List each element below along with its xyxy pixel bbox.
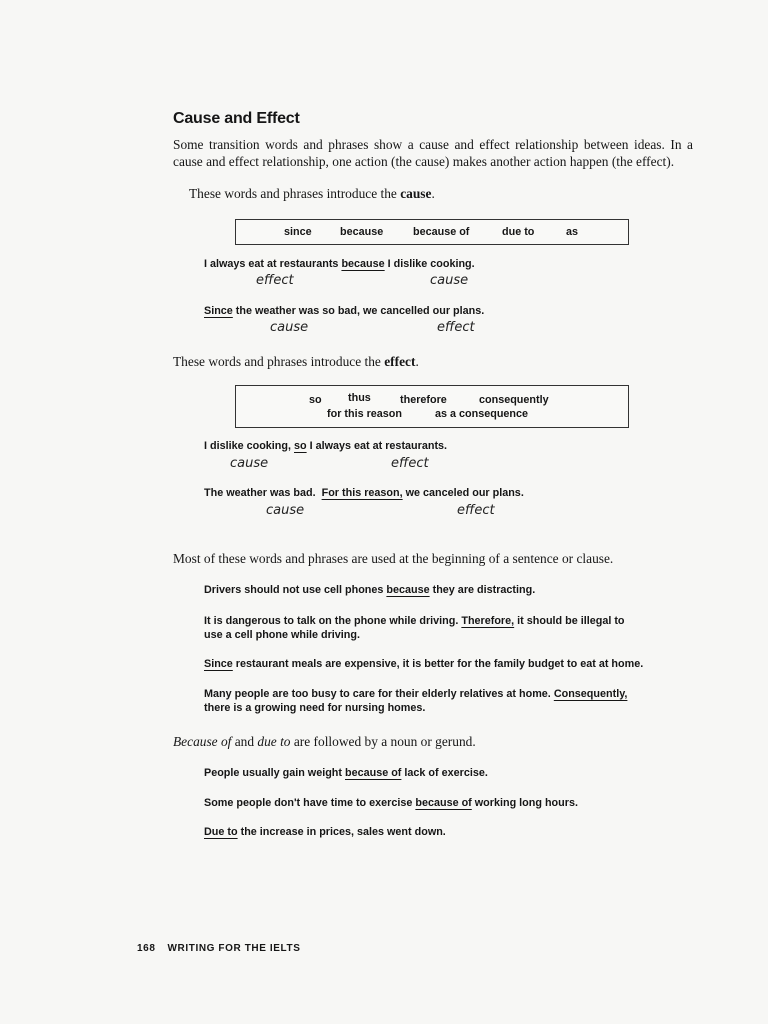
cause-intro bbox=[189, 186, 435, 202]
cause-label: cause bbox=[230, 456, 269, 471]
cause-word: since bbox=[284, 226, 312, 238]
example-text: I always eat at restaurants bbox=[204, 258, 342, 270]
intro-paragraph: Some transition words and phrases show a cause and effect relationship between ideas. In a cause and effect relationship, one action (the cause) makes another action happen (the effect). bbox=[173, 137, 693, 169]
position-example-2 bbox=[204, 614, 625, 642]
effect-word: therefore bbox=[400, 394, 447, 406]
example-marker: Due to bbox=[204, 826, 238, 838]
page-footer bbox=[137, 943, 300, 954]
example-marker: because bbox=[386, 584, 430, 596]
example-text: it should be illegal to bbox=[514, 615, 625, 627]
page-number: 168 bbox=[137, 943, 156, 954]
example-text: lack of exercise. bbox=[401, 767, 488, 779]
example-marker: Since bbox=[204, 658, 233, 670]
cause-word: due to bbox=[502, 226, 535, 238]
example-text: use a cell phone while driving. bbox=[204, 629, 360, 641]
noun-note-italic: due to bbox=[257, 734, 291, 749]
example-text: Some people don't have time to exercise bbox=[204, 797, 416, 809]
effect-word: as a consequence bbox=[435, 408, 529, 420]
example-marker: because of bbox=[415, 797, 472, 809]
example-text: I dislike cooking. bbox=[384, 258, 475, 270]
cause-word: because of bbox=[413, 226, 470, 238]
example-text: restaurant meals are expensive, it is better for the family budget to eat at home. bbox=[232, 658, 644, 670]
example-text: the increase in prices, sales went down. bbox=[237, 826, 446, 838]
effect-word: consequently bbox=[479, 394, 549, 406]
section-heading: Cause and Effect bbox=[173, 110, 300, 127]
example-text: I always eat at restaurants. bbox=[306, 440, 448, 452]
position-example-4 bbox=[204, 687, 627, 715]
noun-example-1 bbox=[204, 767, 488, 779]
example-text: they are distracting. bbox=[429, 584, 536, 596]
effect-intro-end: . bbox=[415, 354, 419, 369]
cause-intro-end: . bbox=[431, 186, 435, 201]
effect-word: so bbox=[309, 394, 322, 406]
position-example-3 bbox=[204, 658, 643, 670]
noun-example-2 bbox=[204, 797, 578, 809]
effect-intro-bold: effect bbox=[384, 354, 416, 369]
effect-word: thus bbox=[348, 392, 371, 404]
example-marker: so bbox=[294, 440, 307, 452]
example-marker: For this reason, bbox=[321, 487, 403, 499]
effect-example-1 bbox=[204, 440, 447, 452]
example-text: I dislike cooking, bbox=[204, 440, 294, 452]
example-text: we canceled our plans. bbox=[402, 487, 524, 499]
noun-note-text: are followed by a noun or gerund. bbox=[290, 734, 476, 749]
example-text: the weather was so bad, we cancelled our plans. bbox=[232, 305, 485, 317]
example-text: People usually gain weight bbox=[204, 767, 345, 779]
book-title: WRITING FOR THE IELTS bbox=[167, 943, 301, 954]
effect-label: effect bbox=[391, 456, 429, 471]
cause-label: cause bbox=[430, 273, 469, 288]
example-text: The weather was bad. bbox=[204, 487, 322, 499]
cause-intro-text: These words and phrases introduce the bbox=[189, 186, 401, 201]
cause-word: because bbox=[340, 226, 384, 238]
example-text: Drivers should not use cell phones bbox=[204, 584, 387, 596]
effect-label: effect bbox=[256, 273, 294, 288]
cause-example-2 bbox=[204, 305, 484, 317]
example-text: working long hours. bbox=[471, 797, 578, 809]
noun-example-3 bbox=[204, 826, 446, 838]
example-marker: Therefore, bbox=[461, 615, 515, 627]
cause-example-1 bbox=[204, 258, 475, 270]
cause-word: as bbox=[566, 226, 579, 238]
effect-example-2 bbox=[204, 487, 524, 499]
example-text: Many people are too busy to care for their elderly relatives at home. bbox=[204, 688, 554, 700]
example-text: there is a growing need for nursing homes. bbox=[204, 702, 426, 714]
example-marker: because of bbox=[345, 767, 402, 779]
example-text: It is dangerous to talk on the phone while driving. bbox=[204, 615, 462, 627]
position-example-1 bbox=[204, 584, 535, 596]
example-marker: Consequently, bbox=[553, 688, 628, 700]
cause-intro-bold: cause bbox=[400, 186, 432, 201]
effect-intro-text: These words and phrases introduce the bbox=[173, 354, 385, 369]
effect-intro bbox=[173, 354, 419, 370]
effect-label: effect bbox=[437, 320, 475, 335]
noun-note-italic: Because of bbox=[173, 734, 232, 749]
cause-words-box bbox=[235, 219, 629, 245]
example-marker: because bbox=[341, 258, 385, 270]
cause-label: cause bbox=[270, 320, 309, 335]
effect-word: for this reason bbox=[327, 408, 402, 420]
noun-note bbox=[173, 734, 476, 750]
position-note: Most of these words and phrases are used at the beginning of a sentence or clause. bbox=[173, 551, 614, 566]
effect-words-box bbox=[235, 385, 629, 428]
cause-label: cause bbox=[266, 503, 305, 518]
effect-label: effect bbox=[457, 503, 495, 518]
example-marker: Since bbox=[204, 305, 233, 317]
noun-note-text: and bbox=[231, 734, 258, 749]
